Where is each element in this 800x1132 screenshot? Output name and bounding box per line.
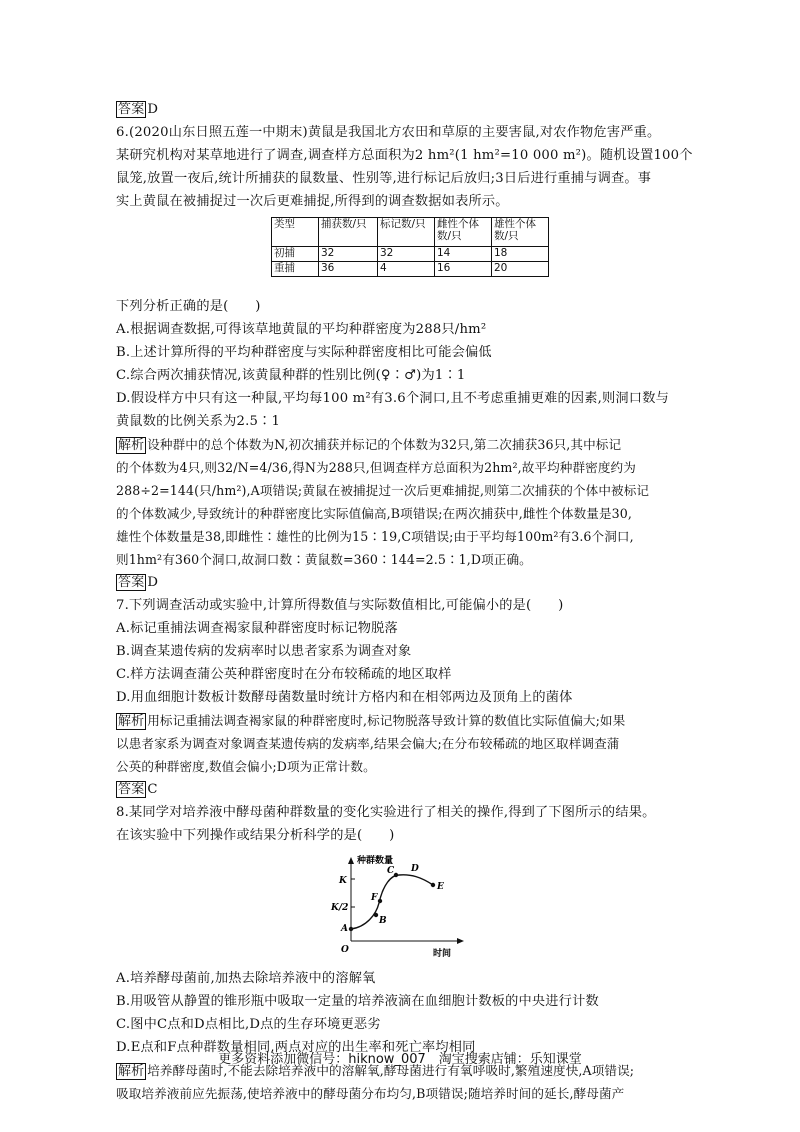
analysis-tag: 解析	[118, 714, 145, 729]
q6-option-d-cont: 黄鼠数的比例关系为2.5∶1	[116, 414, 281, 429]
table-cell: 32	[378, 247, 435, 262]
q8-analysis-text: 培养酵母菌时,不能去除培养液中的溶解氧,酵母菌进行有氧呼吸时,繁殖速度快,A项错误;	[147, 1063, 635, 1078]
q6-analysis-line: 的个体数为4只,则32/N=4/36,得N为288只,但调查样方总面积为2hm²,故平均种群密度约为	[116, 460, 636, 475]
q8-option-a: A.培养酵母菌前,加热去除培养液中的溶解氧	[116, 971, 376, 986]
table-cell: 20	[492, 262, 549, 277]
q6-answer-line	[116, 571, 688, 594]
point-a	[349, 927, 353, 931]
prev-answer-line	[116, 98, 688, 121]
prev-answer: D	[147, 102, 159, 117]
question-7	[116, 594, 688, 801]
q6-data-table	[271, 217, 549, 277]
growth-curve	[351, 875, 433, 929]
q6-answer: D	[147, 575, 159, 590]
q7-analysis-line	[116, 709, 688, 732]
table-cell: 重捕	[272, 262, 319, 277]
q7-option-c: C.样方法调查蒲公英种群密度时在分布较稀疏的地区取样	[116, 667, 452, 682]
q8-option-c: C.图中C点和D点相比,D点的生存环境更恶劣	[116, 1017, 381, 1032]
document-page	[116, 98, 693, 1105]
q7-answer: C	[147, 782, 158, 797]
point-c-label: C	[387, 866, 395, 876]
table-row	[272, 262, 549, 277]
point-b-label: B	[379, 916, 387, 926]
q6-stem-line: 某研究机构对某草地进行了调查,调查样方总面积为2 hm²(1 hm²=10 000 m²)。随机设置100个	[116, 148, 693, 163]
q6-stem-line: 实上黄鼠在被捕捉过一次后更难捕捉,所得到的调查数据如表所示。	[116, 194, 509, 209]
table-cell: 36	[319, 262, 378, 277]
y-tick-k: K	[339, 876, 347, 886]
origin-label: O	[341, 945, 349, 955]
q6-stem-line: 鼠笼,放置一夜后,统计所捕获的鼠数量、性别等,进行标记后放归;3日后进行重捕与调查。事	[116, 171, 652, 186]
q7-option-b: B.调查某遗传病的发病率时以患者家系为调查对象	[116, 644, 412, 659]
point-e-label: E	[437, 882, 444, 892]
table-cell: 4	[378, 262, 435, 277]
y-tick-k-half: K/2	[331, 903, 349, 913]
growth-curve-diagram	[321, 853, 471, 961]
table-header-cell: 捕获数/只	[319, 218, 378, 247]
table-header-cell: 类型	[272, 218, 319, 247]
point-f	[378, 899, 382, 903]
q7-stem: 7.下列调查活动或实验中,计算所得数值与实际数值相比,可能偏小的是( )	[116, 598, 564, 613]
q6-stem-line: 6.(2020山东日照五莲一中期末)黄鼠是我国北方农田和草原的主要害鼠,对农作物危害严重。	[116, 125, 661, 140]
page-footer: 更多资料添加微信号：hiknow_007 淘宝搜索店铺：乐知课堂	[218, 1052, 582, 1067]
answer-tag: 答案	[118, 575, 145, 590]
q8-option-d: D.E点和F点种群数量相同,两点对应的出生率和死亡率均相同	[116, 1040, 476, 1055]
point-c	[394, 873, 398, 877]
q8-growth-curve-figure	[116, 853, 688, 961]
q6-analysis-line: 雄性个体数量是38,即雌性∶雄性的比例为15∶19,C项错误;由于平均每100m²有3.6个洞口,	[116, 529, 634, 544]
point-b	[374, 913, 378, 917]
table-header-row	[272, 218, 549, 247]
answer-tag: 答案	[118, 782, 145, 797]
q7-analysis-line: 以患者家系为调查对象调查某遗传病的发病率,结果会偏大;在分布较稀疏的地区取样调查蒲	[116, 736, 620, 751]
y-axis-label: 种群数量	[357, 856, 394, 866]
table-cell: 初捕	[272, 247, 319, 262]
y-axis-arrow-icon	[348, 857, 354, 864]
table-cell: 14	[435, 247, 492, 262]
q7-analysis-line: 公英的种群密度,数值会偏小;D项为正常计数。	[116, 759, 376, 774]
table-row	[272, 247, 549, 262]
q7-option-a: A.标记重捕法调查褐家鼠种群密度时标记物脱落	[116, 621, 398, 636]
table-header-cell: 雄性个体数/只	[492, 218, 549, 247]
q7-option-d: D.用血细胞计数板计数酵母菌数量时统计方格内和在相邻两边及顶角上的菌体	[116, 690, 573, 705]
q6-analysis-line	[116, 433, 688, 456]
q6-option-d: D.假设样方中只有这一种鼠,平均每100 m²有3.6个洞口,且不考虑重捕更难的因素,则洞口数与	[116, 391, 669, 406]
q6-option-b: B.上述计算所得的平均种群密度与实际种群密度相比可能会偏低	[116, 345, 492, 360]
table-cell: 32	[319, 247, 378, 262]
analysis-tag: 解析	[118, 438, 145, 453]
q8-stem-line: 在该实验中下列操作或结果分析科学的是( )	[116, 828, 395, 843]
point-a-label: A	[341, 924, 348, 934]
q6-analysis-text: 设种群中的总个体数为N,初次捕获并标记的个体数为32只,第二次捕获36只,其中标记	[147, 437, 622, 452]
q6-analysis-line: 的个体数减少,导致统计的种群密度比实际值偏高,B项错误;在两次捕获中,雌性个体数量是30,	[116, 506, 633, 521]
point-d-label: D	[411, 864, 419, 874]
q6-analysis-line: 则1hm²有360个洞口,故洞口数∶黄鼠数=360∶144=2.5∶1,D项正确。	[116, 552, 532, 567]
question-6	[116, 121, 693, 594]
answer-tag: 答案	[118, 102, 145, 117]
q7-answer-line	[116, 778, 688, 801]
point-f-label: F	[371, 893, 378, 903]
point-e	[431, 883, 435, 887]
q7-analysis-text: 用标记重捕法调查褐家鼠的种群密度时,标记物脱落导致计算的数值比实际值偏大;如果	[147, 713, 626, 728]
table-header-cell: 标记数/只	[378, 218, 435, 247]
table-cell: 16	[435, 262, 492, 277]
q8-analysis-line: 吸取培养液前应先振荡,使培养液中的酵母菌分布均匀,B项错误;随培养时间的延长,酵母菌产	[116, 1086, 625, 1101]
q6-analysis-line: 288÷2=144(只/hm²),A项错误;黄鼠在被捕捉过一次后更难捕捉,则第二次捕获的个体中被标记	[116, 483, 650, 498]
table-header-cell: 雌性个体数/只	[435, 218, 492, 247]
x-axis-label: 时间	[433, 949, 452, 959]
q6-option-a: A.根据调查数据,可得该草地黄鼠的平均种群密度为288只/hm²	[116, 322, 487, 337]
q6-prompt: 下列分析正确的是( )	[116, 299, 261, 314]
q8-stem-line: 8.某同学对培养液中酵母菌种群数量的变化实验进行了相关的操作,得到了下图所示的结果。	[116, 805, 656, 820]
q6-option-c: C.综合两次捕获情况,该黄鼠种群的性别比例(♀∶♂)为1∶1	[116, 368, 466, 383]
analysis-tag: 解析	[118, 1064, 145, 1079]
q8-option-b: B.用吸管从静置的锥形瓶中吸取一定量的培养液滴在血细胞计数板的中央进行计数	[116, 994, 599, 1009]
x-axis-arrow-icon	[457, 938, 464, 944]
table-cell: 18	[492, 247, 549, 262]
